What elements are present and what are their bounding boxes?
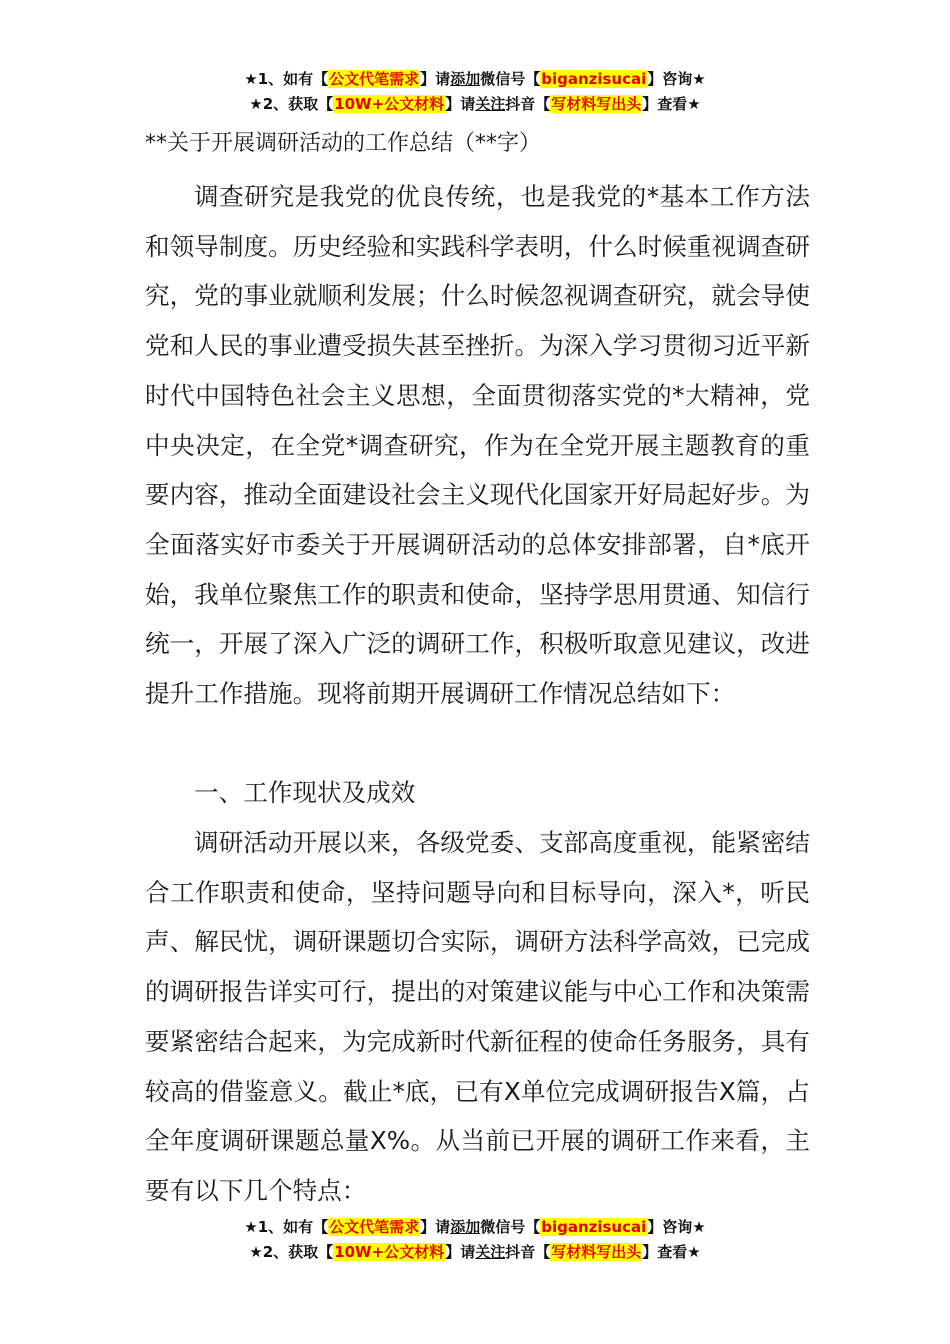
promo-text: 】咨询★ <box>647 70 706 88</box>
promo-douyin-id: 写材料写出头 <box>551 1243 642 1261</box>
promo-underlined: 添加 <box>450 70 481 88</box>
promo-wechat-id: biganzisucai <box>541 70 647 88</box>
promo-line-2 <box>0 1241 950 1266</box>
body-paragraph-intro: 调查研究是我党的优良传统，也是我党的*基本工作方法和领导制度。历史经验和实践科学表明，什么时候重视调查研究，党的事业就顺利发展；什么时候忽视调查研究，就会导使党和人民的事业遭受损失甚至挫折。为深入学习贯彻习近平新时代中国特色社会主义思想，全面贯彻落实党的*大精神，党中央决定，在全党*调查研究，作为在全党开展主题教育的重要内容，推动全面建设社会主义现代化国家开好局起好步。为全面落实好市委关于开展调研活动的总体安排部署，自*底开始，我单位聚焦工作的职责和使命，坚持学思用贯通、知信行统一，开展了深入广泛的调研工作，积极听取意见建议，改进提升工作措施。现将前期开展调研工作情况总结如下： <box>145 182 810 709</box>
document-title: **关于开展调研活动的工作总结（**字） <box>145 131 542 156</box>
promo-line-1 <box>0 68 950 93</box>
promo-underlined: 关注 <box>475 95 506 113</box>
promo-text: 】咨询★ <box>647 1218 706 1236</box>
promo-highlight: 公文代笔需求 <box>329 70 420 88</box>
promo-wechat-id: biganzisucai <box>541 1218 647 1236</box>
promo-underlined: 关注 <box>475 1243 506 1261</box>
section-heading: 一、工作现状及成效 <box>194 778 416 807</box>
promo-line-2 <box>0 93 950 118</box>
promo-highlight: 10W+公文材料 <box>334 1243 445 1261</box>
promo-text: ★2、获取【 <box>249 1243 334 1261</box>
promo-douyin-id: 写材料写出头 <box>551 95 642 113</box>
promo-text: 】请 <box>445 95 476 113</box>
promo-underlined: 添加 <box>450 1218 481 1236</box>
promo-text: ★1、如有【 <box>244 70 329 88</box>
promo-line-1 <box>0 1216 950 1241</box>
promo-text: ★2、获取【 <box>249 95 334 113</box>
promo-text: 】查看★ <box>642 95 701 113</box>
promo-text: 】请 <box>420 1218 451 1236</box>
promo-text: 微信号【 <box>480 70 541 88</box>
promo-text: ★1、如有【 <box>244 1218 329 1236</box>
promo-text: 】请 <box>445 1243 476 1261</box>
promo-text: 】查看★ <box>642 1243 701 1261</box>
promo-text: 】请 <box>420 70 451 88</box>
promo-highlight: 公文代笔需求 <box>329 1218 420 1236</box>
bottom-promo-banner <box>0 1216 950 1266</box>
top-promo-banner <box>0 68 950 118</box>
promo-text: 抖音【 <box>505 95 551 113</box>
promo-text: 抖音【 <box>505 1243 551 1261</box>
promo-text: 微信号【 <box>480 1218 541 1236</box>
promo-highlight: 10W+公文材料 <box>334 95 445 113</box>
body-paragraph-status: 调研活动开展以来，各级党委、支部高度重视，能紧密结合工作职责和使命，坚持问题导向和目标导向，深入*，听民声、解民忧，调研课题切合实际，调研方法科学高效，已完成的调研报告详实可行，提出的对策建议能与中心工作和决策需要紧密结合起来，为完成新时代新征程的使命任务服务，具有较高的借鉴意义。截止*底，已有X单位完成调研报告X篇，占全年度调研课题总量X%。从当前已开展的调研工作来看，主要有以下几个特点： <box>145 828 810 1205</box>
